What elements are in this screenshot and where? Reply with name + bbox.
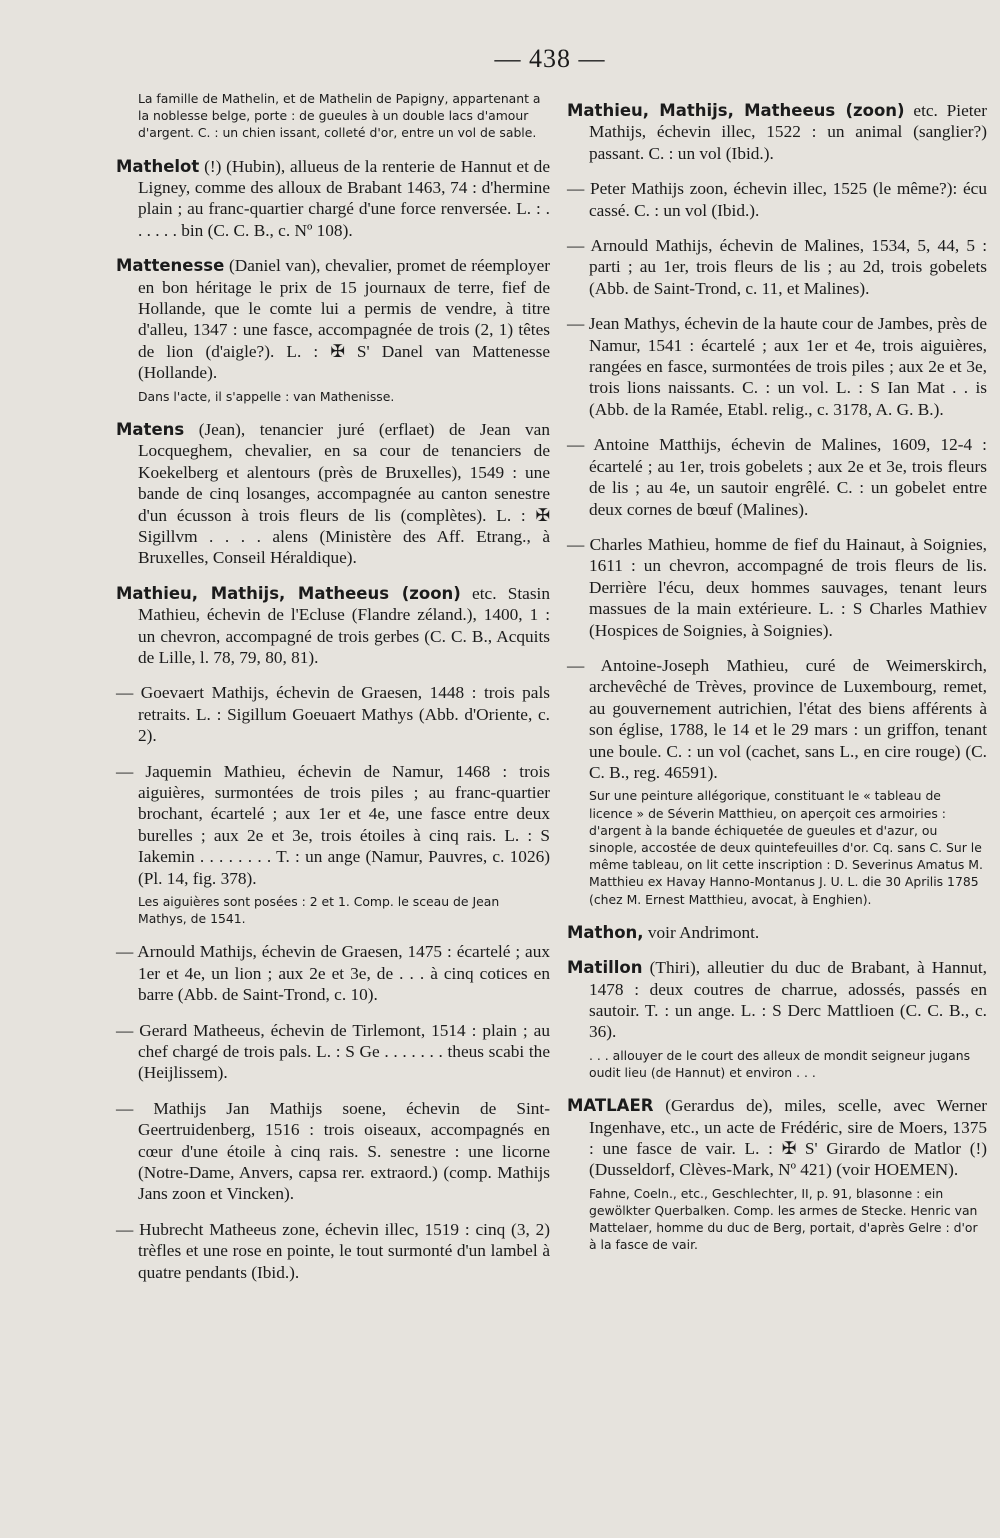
left-column [116,91,550,1297]
sub-entry [567,434,987,520]
dictionary-entry [567,1095,987,1181]
sub-entry-text: — Antoine-Joseph Mathieu, curé de Weimerskirch, archevêché de Trèves, province de Luxembourg, remet, au gouvernement autrichien, l'état des biens afférents à son église, 1788, le 14 et le 29 mars : un griffon, tenant une boule. C. : un vol (cachet, sans L., en cire rouge) (C. C. B., reg. 46591). [567,655,987,782]
entry-headword: MATLAER [567,1096,654,1116]
sub-entry-text: — Arnould Mathijs, échevin de Graesen, 1475 : écartelé ; aux 1er et 4e, un lion ; aux 2e et 3e, de . . . à cinq cotices en barre (Abb. de Saint-Trond, c. 10). [116,942,550,1005]
entry-headword: Matillon [567,958,643,978]
note-text: Fahne, Coeln., etc., Geschlechter, II, p. 91, blasonne : ein gewölkter Querbalken. Comp. les armes de Stecke. Henric van Mattelaer, homme du duc de Berg, portait, d'après Gelre : d'or à la fasce de vair. [589,1185,978,1253]
sub-entry [567,655,987,783]
entry-text: (Thiri), alleutier du duc de Brabant, à Hannut, 1478 : deux coutres de charrue, adossés, passés en sautoir. T. : un ange. L. : S Derc Mattlioen (C. C. B., c. 36). [589,958,987,1042]
sub-entry [567,313,987,420]
footnote [567,787,987,907]
sub-entry [567,178,987,221]
entry-headword: Mathieu, Mathijs, Matheeus (zoon) [116,583,461,603]
entry-headword: Mathon, [567,922,644,942]
sub-entry-text: — Mathijs Jan Mathijs soene, échevin de Sint-Geertruidenberg, 1516 : trois oiseaux, accompagnés en cœur d'une étoile à cinq rais. S. senestre : une licorne (Notre-Dame, Anvers, capsa rer. extraord.) (comp. Mathijs Jans zoon et Vincken). [116,1098,550,1204]
sub-entry-text: — Jaquemin Mathieu, échevin de Namur, 1468 : trois aiguières, surmontées de trois piles ; au franc-quartier brochant, écartelé ; aux 1er et 4e, une fasce entre deux burelles ; aux 2e et 3e, trois étoiles à cinq rais. L. : S Iakemin . . . . . . . . T. : un ange (Namur, Pauvres, c. 1026) (Pl. 14, fig. 378). [116,761,550,888]
sub-entry [116,941,550,1005]
entry-text: etc. Pieter Mathijs, échevin illec, 1522 : un animal (sanglier?) passant. C. : un vol (Ibid.). [589,101,987,163]
dictionary-entry [116,255,550,383]
sub-entry-text: — Peter Mathijs zoon, échevin illec, 1525 (le même?): écu cassé. C. : un vol (Ibid.). [567,179,987,220]
sub-entry-text: — Arnould Mathijs, échevin de Malines, 1534, 5, 44, 5 : parti ; au 1er, trois fleurs de lis ; au 2d, trois gobelets (Abb. de Saint-Trond, c. 11, et Malines). [567,236,987,298]
note-text: Sur une peinture allégorique, constituant le « tableau de licence » de Séverin Matthieu, on aperçoit ces armoiries : d'argent à la bande échiquetée de gueules et d'azur, ou sinople, accostée de deux quintefeuilles d'or. Cq. sans C. Sur le même tableau, on lit cette inscription : D. Severinus Amatus M. Matthieu ex Havay Hanno-Montanus J. U. L. die 30 Aprilis 1785 (chez M. Ernest Matthieu, avocat, à Enghien). [589,788,983,907]
sub-entry [567,534,987,641]
footnote [567,1185,987,1254]
note-text: . . . allouyer de le court des alleux de mondit seigneur jugans oudit lieu (de Hannut) et environ . . . [589,1047,971,1081]
entry-text: voir Andrimont. [643,922,760,942]
dictionary-entry [567,957,987,1043]
dictionary-entry [567,100,987,164]
sub-entry-text: — Charles Mathieu, homme de fief du Hainaut, à Soignies, 1611 : un chevron, accompagné de trois fleurs de lis. Derrière l'écu, deux hommes sauvages, tenant leurs massues de la main extérieure. L. : S Charles Mathiev (Hospices de Soignies, à Soignies). [567,534,987,640]
footnote [567,1047,987,1081]
dictionary-entry [116,156,550,242]
sub-entry [116,761,550,889]
entry-text: (Gerardus de), miles, scelle, avec Werner Ingenhave, etc., un acte de Frédéric, sire de Moers, 1375 : une fasce de vair. L. : ✠ S' Girardo de Matlor (!) (Dusseldorf, Clèves-Mark, Nº 421) (voir HOEMEN). [589,1096,987,1180]
note-text: Les aiguières sont posées : 2 et 1. Comp. le sceau de Jean Mathys, de 1541. [138,894,500,927]
entry-headword: Mathelot [116,156,200,176]
entry-text: (Jean), tenancier juré (erflaet) de Jean van Locqueghem, chevalier, en sa cour de tenanciers de Koekelberg et alentours (près de Bruxelles), 1549 : une bande de cinq losanges, accompagnée au canton senestre d'un écusson à trois fleurs de lis (complètes). L. : ✠ Sigillvm . . . . alens (Ministère des Aff. Etrang., à Bruxelles, Conseil Héraldique). [138,419,550,568]
sub-entry-text: — Gerard Matheeus, échevin de Tirlemont, 1514 : plain ; au chef chargé de trois pals. L. : S Ge . . . . . . . theus scabi the (Heijlissem). [116,1020,550,1083]
sub-entry [116,1219,550,1283]
sub-entry-text: — Jean Mathys, échevin de la haute cour de Jambes, près de Namur, 1541 : écartelé ; aux 1er et 4e, trois aiguières, rangées en fasce, surmontées de trois piles ; aux 2e et 3e, trois lions naissants. C. : un vol. L. : S Ian Mat . . is (Abb. de la Ramée, Etabl. relig., c. 3178, A. G. B.). [567,314,987,419]
sub-entry-text: — Hubrecht Matheeus zone, échevin illec, 1519 : cinq (3, 2) trèfles et une rose en pointe, le tout surmonté d'un lambel à quatre pendants (Ibid.). [116,1219,550,1282]
right-column [567,100,987,1268]
dictionary-entry [567,922,987,943]
sub-entry-text: — Antoine Matthijs, échevin de Malines, 1609, 12-4 : écartelé ; au 1er, trois gobelets ; aux 2e et 3e, trois fleurs de lis ; au 4e, un sautoir engrêlé. C. : un gobelet entre deux cornes de bœuf (Malines). [567,435,987,519]
note-text: La famille de Mathelin, et de Mathelin de Papigny, appartenant a la noblesse belge, porte : de gueules à un double lacs d'amour d'argent. C. : un chien issant, colleté d'or, entre un vol de sable. [138,91,541,141]
sub-entry-text: — Goevaert Mathijs, échevin de Graesen, 1448 : trois pals retraits. L. : Sigillum Goeuaert Mathys (Abb. d'Oriente, c. 2). [116,683,550,746]
note-text: Dans l'acte, il s'appelle : van Mathenisse. [138,388,395,404]
entry-text: (!) (Hubin), allueus de la renterie de Hannut et de Ligney, comme des alloux de Brabant 1463, 74 : d'hermine plain ; au franc-quartier chargé d'une force renversée. L. : . . . . . . bin (C. C. B., c. Nº 108). [138,156,550,240]
sub-entry [116,682,550,746]
entry-headword: Matens [116,419,185,439]
page-number: — 438 — [494,44,606,73]
footnote [116,893,550,927]
dictionary-entry [116,419,550,569]
entry-text: (Daniel van), chevalier, promet de réemployer en bon héritage le prix de 15 journaux de terre, fief de Hollande, que le comte lui a permis de vendre, à titre d'alleu, 1347 : une fasce, accompagnée de trois (2, 1) têtes de lion (d'aigle?). L. : ✠ S' Danel van Mattenesse (Hollande). [138,256,550,383]
sub-entry [567,235,987,299]
entry-text: etc. Stasin Mathieu, échevin de l'Ecluse (Flandre zéland.), 1400, 1 : un chevron, accompagné de trois gerbes (C. C. B., Acquits de Lille, l. 78, 79, 80, 81). [138,583,550,667]
dictionary-entry [116,583,550,669]
entry-headword: Mattenesse [116,256,225,276]
sub-entry [116,1098,550,1205]
footnote [116,90,550,142]
sub-entry [116,1020,550,1084]
footnote [116,388,550,405]
entry-headword: Mathieu, Mathijs, Matheeus (zoon) [567,101,905,120]
